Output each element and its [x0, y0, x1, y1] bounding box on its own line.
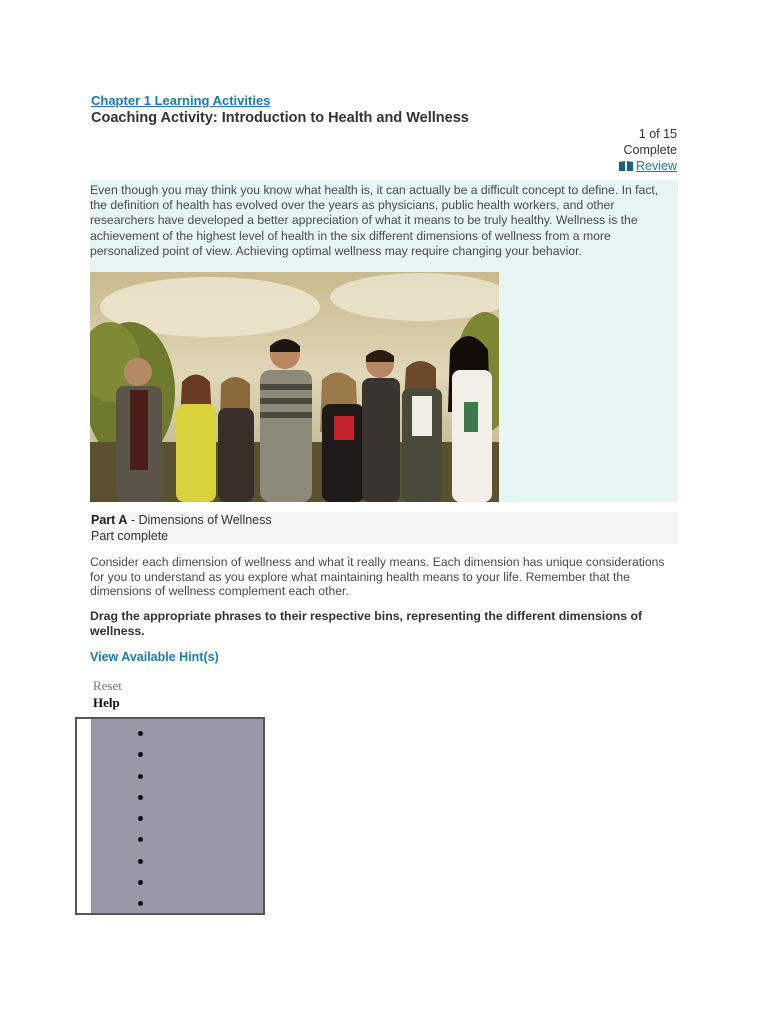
part-separator: - [127, 513, 139, 527]
drag-item[interactable] [91, 744, 263, 765]
drag-item[interactable] [91, 829, 263, 850]
intro-panel [90, 180, 678, 502]
drag-source-panel [75, 717, 265, 915]
bullet-icon [138, 816, 143, 821]
reset-button[interactable]: Reset [93, 678, 122, 693]
drag-item[interactable] [91, 893, 263, 914]
book-icon [619, 161, 633, 171]
bullet-icon [138, 774, 143, 779]
view-hints-link[interactable]: View Available Hint(s) [90, 650, 219, 664]
intro-text: Even though you may think you know what health is, it can actually be a difficult concept to define. In fact, the definition of health has evolved over the years as physicians, public health workers, and other researchers have developed a better appreciation of what it means to be truly healthy. Wellness is the achievement of the highest level of health in the six different dimensions of wellness from a more personalized point of view. Achieving optimal wellness may require changing your behavior. [90, 183, 659, 258]
bullet-icon [138, 859, 143, 864]
breadcrumb-chapter-link[interactable]: Chapter 1 Learning Activities [91, 93, 271, 108]
drag-item-list [91, 723, 263, 915]
bullet-icon [138, 901, 143, 906]
bullet-icon [138, 795, 143, 800]
progress-count: 1 of 15 [638, 127, 677, 141]
bullet-icon [138, 880, 143, 885]
page-title: Coaching Activity: Introduction to Health and Wellness [91, 110, 469, 126]
drag-item[interactable] [91, 787, 263, 808]
drag-item[interactable] [91, 851, 263, 872]
review-link[interactable] [619, 159, 677, 173]
drag-item-area [91, 719, 263, 913]
drag-item[interactable] [91, 872, 263, 893]
bullet-icon [138, 731, 143, 736]
progress-indicator [619, 126, 677, 174]
drag-item[interactable] [91, 766, 263, 787]
review-label: Review [636, 159, 677, 173]
group-photo [90, 272, 499, 502]
part-name: Dimensions of Wellness [138, 513, 272, 527]
drag-item[interactable] [91, 808, 263, 829]
instructions-text: Consider each dimension of wellness and what it really means. Each dimension has unique considerations for you to understand as you explore what maintaining health means to your life. Remember that the dimensions of wellness complement each other. [90, 555, 665, 599]
help-button[interactable]: Help [93, 695, 120, 710]
task-prompt: Drag the appropriate phrases to their respective bins, representing the different dimensions of wellness. [90, 609, 643, 638]
part-title [91, 513, 272, 527]
bullet-icon [138, 837, 143, 842]
progress-status: Complete [623, 143, 677, 157]
part-label: Part A [91, 513, 128, 527]
part-header [90, 512, 678, 544]
drag-item[interactable] [91, 723, 263, 744]
bullet-icon [138, 752, 143, 757]
part-status: Part complete [91, 529, 169, 543]
